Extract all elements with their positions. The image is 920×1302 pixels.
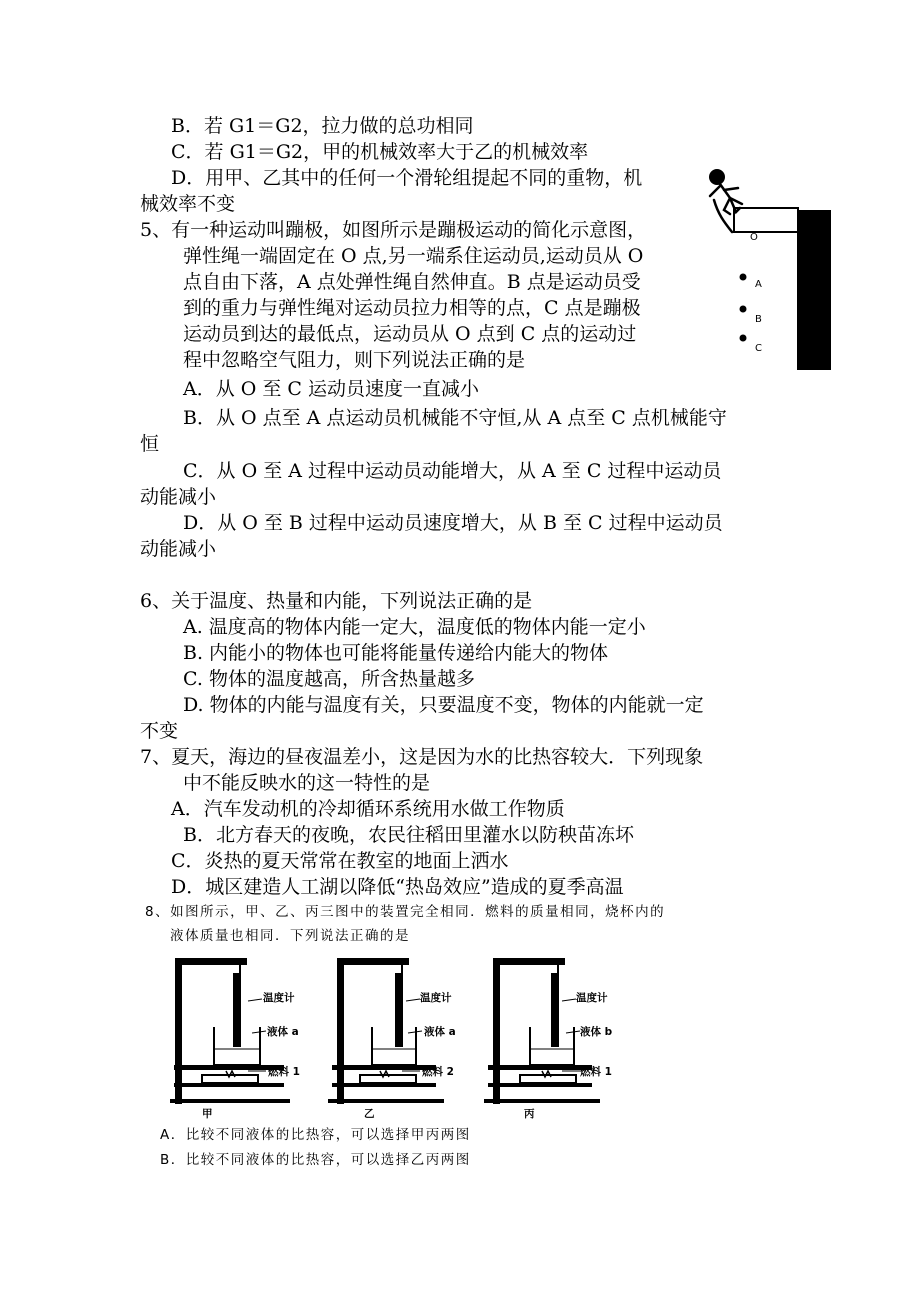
q5-option-d-line2: 动能减小 [140,538,217,560]
q7-stem-line1: 7、夏天，海边的昼夜温差小，这是因为水的比热容较大．下列现象 [140,746,704,768]
q5-option-b-line2: 恒 [140,433,160,455]
q5-stem-line4: 到的重力与弹性绳对运动员拉力相等的点，C 点是蹦极 [183,297,641,319]
q8-option-a: A．比较不同液体的比热容，可以选择甲丙两图 [160,1127,471,1143]
q6-option-a: A. 温度高的物体内能一定大，温度低的物体内能一定小 [183,616,646,638]
q7-option-c: C．炎热的夏天常常在教室的地面上洒水 [171,850,509,872]
q5-option-c-line2: 动能减小 [140,486,217,508]
bing-thermometer-label: 温度计 [576,992,608,1004]
point-b-label: B [755,314,762,325]
yi-thermometer-label: 温度计 [420,992,452,1004]
q4-option-c: C．若 G1＝G2，甲的机械效率大于乙的机械效率 [171,141,589,163]
q5-stem-line6: 程中忽略空气阻力，则下列说法正确的是 [183,349,526,371]
yi-liquid-label: 液体 a [424,1026,456,1038]
jump-platform [734,208,798,232]
q5-stem-line5: 运动员到达的最低点，运动员从 O 点到 C 点的运动过 [183,323,637,345]
jia-thermometer-label: 温度计 [263,992,295,1004]
q5-stem-line3: 点自由下落，A 点处弹性绳自然伸直。B 点是运动员受 [183,271,641,293]
point-a-label: A [755,279,762,290]
q6-option-d-line1: D. 物体的内能与温度有关，只要温度不变，物体的内能就一定 [183,694,704,716]
bungee-figure [700,160,840,380]
jia-caption: 甲 [202,1108,213,1120]
q5-option-b-line1: B．从 O 点至 A 点运动员机械能不守恒,从 A 点至 C 点机械能守 [183,407,727,429]
q7-option-d: D．城区建造人工湖以降低“热岛效应”造成的夏季高温 [171,876,624,898]
yi-caption: 乙 [364,1108,375,1120]
point-b-dot [740,306,747,313]
q7-stem-line2: 中不能反映水的这一特性的是 [183,772,431,794]
yi-fuel-label: 燃料 2 [422,1066,454,1078]
platform-wall [797,210,831,370]
q5-option-c-line1: C．从 O 至 A 过程中运动员动能增大，从 A 至 C 过程中运动员 [183,460,722,482]
bing-liquid-label: 液体 b [580,1026,613,1038]
q7-option-a: A．汽车发动机的冷却循环系统用水做工作物质 [171,798,565,820]
jia-liquid-label: 液体 a [267,1026,299,1038]
q6-stem: 6、关于温度、热量和内能，下列说法正确的是 [140,590,533,612]
q4-option-b: B．若 G1＝G2，拉力做的总功相同 [171,115,474,137]
q6-option-c: C. 物体的温度越高，所含热量越多 [183,668,475,690]
q7-option-b: B．北方春天的夜晚，农民往稻田里灌水以防秧苗冻坏 [183,824,634,846]
point-c-label: C [755,343,762,354]
bing-caption: 丙 [524,1108,535,1120]
heating-apparatus-figure [162,953,637,1123]
q5-option-a: A．从 O 至 C 运动员速度一直减小 [183,378,479,400]
bing-fuel-label: 燃料 1 [580,1066,612,1078]
q5-stem-line1: 5、有一种运动叫蹦极，如图所示是蹦极运动的简化示意图， [140,219,647,241]
q5-stem-line2: 弹性绳一端固定在 O 点,另一端系住运动员,运动员从 O [183,245,644,267]
q8-stem-line2: 液体质量也相同．下列说法正确的是 [170,928,410,944]
point-c-dot [740,335,747,342]
point-a-dot [740,274,747,281]
jia-fuel-label: 燃料 1 [268,1066,300,1078]
q5-option-d-line1: D．从 O 至 B 过程中运动员速度增大，从 B 至 C 过程中运动员 [183,512,723,534]
point-o-label: O [750,232,758,243]
q8-option-b: B．比较不同液体的比热容，可以选择乙丙两图 [160,1152,471,1168]
q4-option-d-line1: D．用甲、乙其中的任何一个滑轮组提起不同的重物，机 [171,167,643,189]
q4-option-d-line2: 械效率不变 [140,193,236,215]
q6-option-d-line2: 不变 [140,720,179,742]
q8-stem-line1: 8、如图所示，甲、乙、丙三图中的装置完全相同．燃料的质量相同，烧杯内的 [145,904,666,920]
q6-option-b: B. 内能小的物体也可能将能量传递给内能大的物体 [183,642,609,664]
